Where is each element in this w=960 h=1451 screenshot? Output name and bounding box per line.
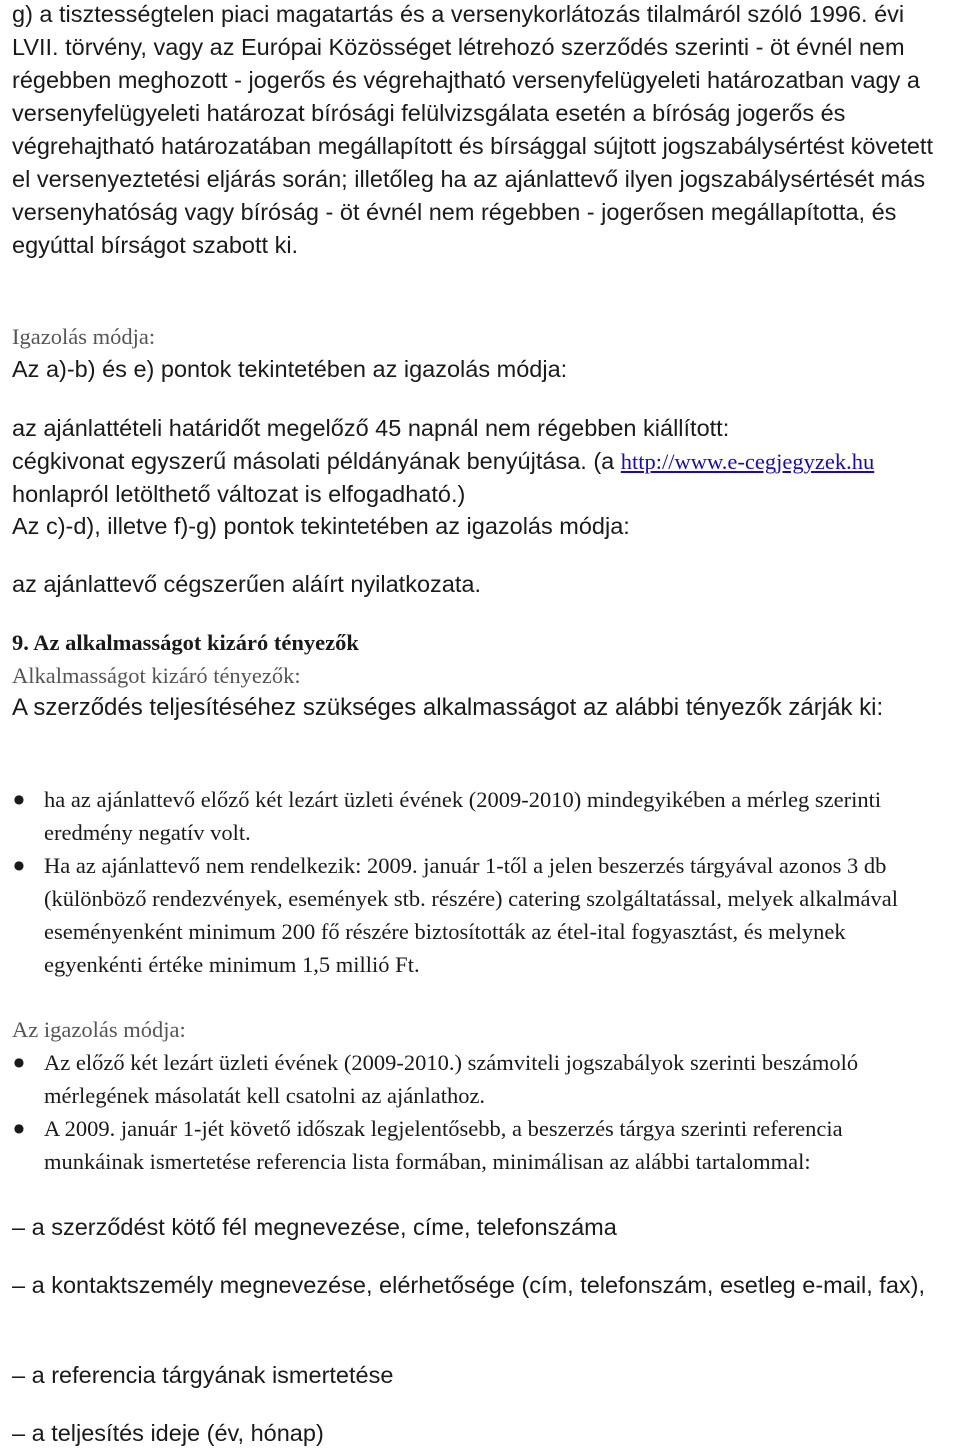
dash-item: – a teljesítés ideje (év, hónap) <box>12 1420 324 1446</box>
bullet-icon: ● <box>13 792 25 806</box>
signed-statement: az ajánlattevő cégszerűen aláírt nyilatkozata. <box>12 571 481 597</box>
section-sublabel: Alkalmasságot kizáró tényezők: <box>12 663 301 688</box>
list-item <box>12 849 937 981</box>
bullet-icon: ● <box>13 1055 25 1069</box>
section-intro: A szerződés teljesítéséhez szükséges alkalmasságot az alábbi tényezők zárják ki: <box>12 694 884 721</box>
verification-line-b-text: cégkivonat egyszerű másolati példányának benyújtása. (a <box>12 448 621 474</box>
dash-item: – a referencia tárgyának ismertetése <box>12 1362 394 1388</box>
list-item-text: Ha az ajánlattevő nem rendelkezik: 2009. január 1-től a jelen beszerzés tárgyával azonos 3 db (különböző rendezvények, események stb. részére) catering szolgáltatással, melyek alkalmával eseményenként minimum 200 fő részére biztosították az étel-ital fogyasztást, és melynek egyenkénti értéke minimum 1,5 millió Ft. <box>44 853 899 977</box>
list-item-text: ha az ajánlattevő előző két lezárt üzleti évének (2009-2010) mindegyikében a mérleg szerinti eredmény negatív volt. <box>44 787 882 845</box>
section-title: Az alkalmasságot kizáró tényezők <box>33 630 359 655</box>
bullet-icon: ● <box>13 858 25 872</box>
verification-line-b <box>12 445 947 511</box>
exclusion-clause-g: g) a tisztességtelen piaci magatartás és a versenykorlátozás tilalmáról szóló 1996. évi LVII. törvény, vagy az Európai Közösséget létrehozó szerződés szerinti - öt évnél nem régebben meghozott - jogerős és végrehajtható versenyfelügyeleti határozatban vagy a versenyfelügyeleti határozat bírósági felülvizsgálata esetén a bíróság jogerős és végrehajtható határozatában megállapított és bírsággal sújtott jogszabálysértést követett el versenyeztetési eljárás során; illetőleg ha az ajánlattevő ilyen jogszabálysértését más versenyhatóság vagy bíróság - öt évnél nem régebben - jogerősen megállapította, és egyúttal bírságot szabott ki. <box>12 1 933 258</box>
verification-intro-ab-e: Az a)-b) és e) pontok tekintetében az igazolás módja: <box>12 356 568 382</box>
list-item <box>12 1112 937 1178</box>
list-item-text: A 2009. január 1-jét követő időszak legjelentősebb, a beszerzés tárgya szerinti referencia munkáinak ismertetése referencia lista formában, minimálisan az alábbi tartalommal: <box>44 1116 843 1174</box>
verification-label-2: Az igazolás módja: <box>12 1017 186 1042</box>
verification-line-a: az ajánlattételi határidőt megelőző 45 napnál nem régebben kiállított: <box>12 415 730 441</box>
list-item <box>12 783 937 849</box>
verification-line-c-text: honlapról letölthető változat is elfogadható.) <box>12 481 466 507</box>
verification-intro-cd-fg: Az c)-d), illetve f)-g) pontok tekintetében az igazolás módja: <box>12 513 630 539</box>
e-cegjegyzek-link[interactable]: http://www.e-cegjegyzek.hu <box>620 449 875 474</box>
bullet-icon: ● <box>13 1121 25 1135</box>
verification-label: Igazolás módja: <box>12 324 156 349</box>
list-item-text: Az előző két lezárt üzleti évének (2009-2010.) számviteli jogszabályok szerinti beszámoló mérlegének másolatát kell csatolni az ajánlathoz. <box>44 1050 859 1108</box>
verification-list <box>12 1046 937 1178</box>
dash-item: – a kontaktszemély megnevezése, elérhetősége (cím, telefonszám, esetleg e-mail, fax), <box>12 1272 926 1298</box>
section-heading <box>12 626 359 659</box>
section-number: 9. <box>12 630 29 655</box>
dash-item: – a szerződést kötő fél megnevezése, címe, telefonszáma <box>12 1214 617 1240</box>
list-item <box>12 1046 937 1112</box>
exclusion-factors-list <box>12 783 937 981</box>
company-extract-paragraph <box>12 412 947 511</box>
